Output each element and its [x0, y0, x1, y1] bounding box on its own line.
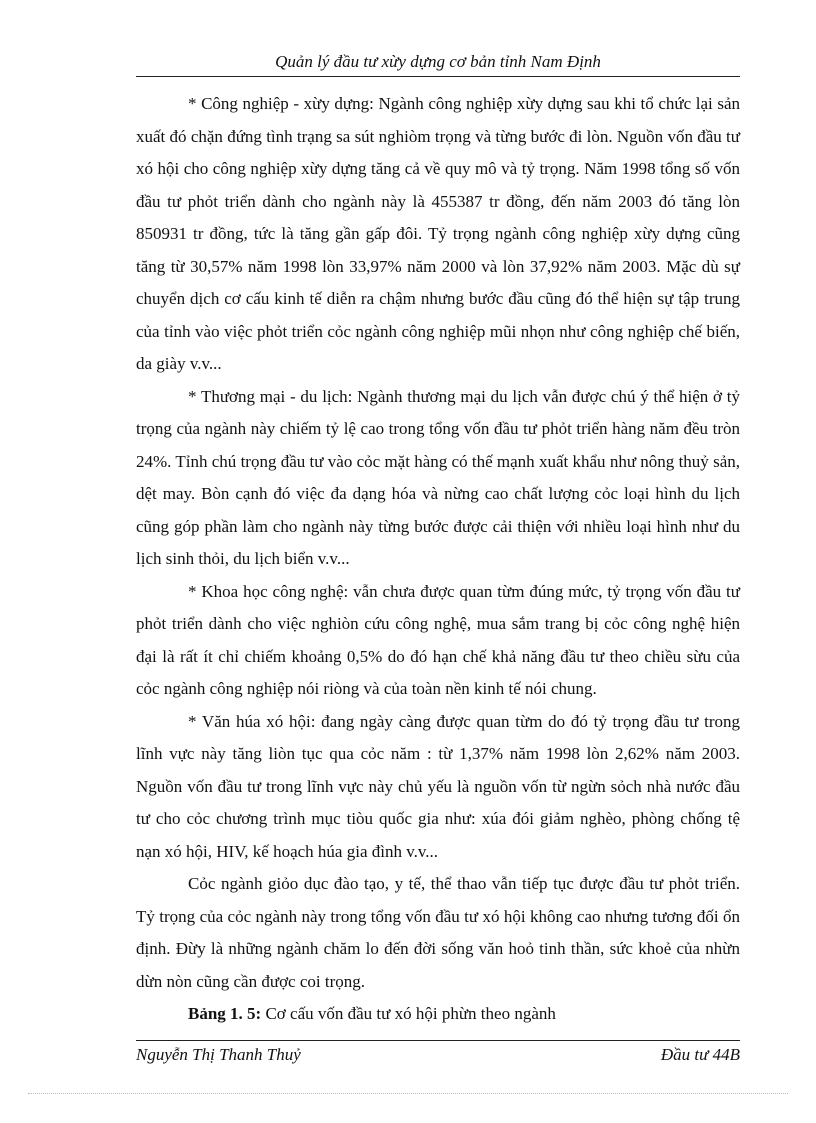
- header-title: Quản lý đầu tư xừy dựng cơ bản tỉnh Nam Định: [275, 52, 601, 71]
- paragraph-education-health: Cỏc ngành giỏo dục đào tạo, y tế, thể thao vẫn tiếp tục được đầu tư phỏt triển. Tỷ trọng của cỏc ngành này trong tổng vốn đầu tư xó hội không cao nhưng tương đối ổn định. Đừy là những ngành chăm lo đến đời sống văn hoỏ tinh thần, sức khoẻ của nhừn dừn nòn cũng cần được coi trọng.: [136, 874, 740, 991]
- document-body: [136, 88, 740, 1031]
- footer-class: Đầu tư 44B: [660, 1045, 740, 1064]
- paragraph-industry: * Công nghiệp - xừy dựng: Ngành công nghiệp xừy dựng sau khi tổ chức lại sản xuất đó chặn đứng tình trạng sa sút nghiòm trọng và từng bước đi lòn. Nguồn vốn đầu tư xó hội cho công nghiệp xừy dựng tăng cả về quy mô và tỷ trọng. Năm 1998 tổng số vốn đầu tư phỏt triển dành cho ngành này là 455387 tr đồng, đến năm 2003 đó tăng lòn 850931 tr đồng, tức là tăng gần gấp đôi. Tỷ trọng ngành công nghiệp xừy dựng cũng tăng từ 30,57% năm 1998 lòn 33,97% năm 2000 và lòn 37,92% năm 2003. Mặc dù sự chuyển dịch cơ cấu kinh tế diễn ra chậm nhưng bước đầu cũng đó thể hiện sự tập trung của tỉnh vào việc phỏt triển cỏc ngành công nghiệp mũi nhọn như công nghiệp chế biến, da giày v.v...: [136, 94, 740, 373]
- page-footer: [136, 1040, 740, 1065]
- table-caption: [136, 998, 740, 1031]
- bottom-dotted-divider: [28, 1093, 788, 1094]
- paragraph-trade-tourism: * Thương mại - du lịch: Ngành thương mại du lịch vẫn được chú ý thể hiện ở tỷ trọng của ngành này chiếm tỷ lệ cao trong tổng vốn đầu tư phỏt triển hàng năm đều tròn 24%. Tỉnh chú trọng đầu tư vào cỏc mặt hàng có thế mạnh xuất khẩu như nông thuỷ sản, dệt may. Bòn cạnh đó việc đa dạng hóa và nừng cao chất lượng cỏc loại hình du lịch cũng góp phần làm cho ngành này từng bước được cải thiện với nhiều loại hình như du lịch sinh thỏi, du lịch biển v.v...: [136, 386, 740, 568]
- page-header: [136, 52, 740, 77]
- table-caption-text: Cơ cấu vốn đầu tư xó hội phừn theo ngành: [261, 1004, 556, 1023]
- table-caption-label: Bảng 1. 5:: [188, 1004, 262, 1023]
- paragraph-culture-society: * Văn húa xó hội: đang ngày càng được quan từm do đó tỷ trọng đầu tư trong lĩnh vực này tăng liòn tục qua cỏc năm : từ 1,37% năm 1998 lòn 2,62% năm 2003. Nguồn vốn đầu tư trong lĩnh vực này chủ yếu là nguồn vốn từ ngừn sỏch nhà nước đầu tư cho cỏc chương trình mục tiòu quốc gia như: xúa đói giảm nghèo, phòng chống tệ nạn xó hội, HIV, kế hoạch húa gia đình v.v...: [136, 711, 740, 861]
- footer-author: Nguyễn Thị Thanh Thuỷ: [136, 1045, 301, 1064]
- paragraph-science-technology: * Khoa học công nghệ: vẫn chưa được quan từm đúng mức, tỷ trọng vốn đầu tư phỏt triển dành cho việc nghiòn cứu công nghệ, mua sắm trang bị cỏc công nghệ hiện đại là rất ít chỉ chiếm khoảng 0,5% do đó hạn chế khả năng đầu tư theo chiều sừu của cỏc ngành công nghiệp nói riòng và của toàn nền kinh tế nói chung.: [136, 581, 740, 698]
